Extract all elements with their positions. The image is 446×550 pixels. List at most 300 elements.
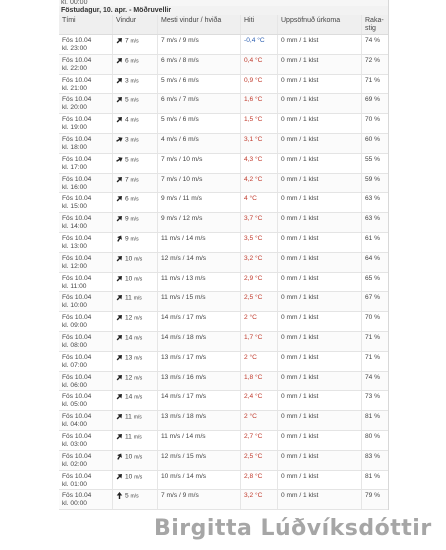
- wind-unit: m/s: [134, 256, 143, 263]
- row-rain: 0 mm / 1 klst: [278, 253, 362, 272]
- row-temp: 3,1 °C: [241, 134, 278, 153]
- row-date: Fös 10.04: [62, 294, 92, 302]
- table-row: [59, 292, 388, 312]
- table-row: [59, 55, 388, 75]
- row-rain: 0 mm / 1 klst: [278, 94, 362, 113]
- wind-direction-arrow-icon: [116, 215, 123, 222]
- row-time: [59, 154, 113, 173]
- wind-speed: 7: [125, 175, 129, 183]
- row-time: [59, 55, 113, 74]
- wind-speed: 10: [125, 472, 133, 480]
- row-temp: 2 °C: [241, 352, 278, 371]
- wind-unit: m/s: [130, 97, 139, 104]
- row-hour: kl. 10:00: [62, 302, 87, 310]
- row-wind: [113, 352, 158, 371]
- row-date: Fös 10.04: [62, 413, 92, 421]
- row-rain: 0 mm / 1 klst: [278, 312, 362, 331]
- row-humidity: 71 %: [365, 353, 381, 361]
- table-row: [59, 391, 388, 411]
- table-row: [59, 451, 388, 471]
- header-humidity-line1: Raka-: [365, 17, 384, 24]
- table-row: [59, 154, 388, 174]
- wind-unit: m/s: [134, 315, 143, 322]
- row-gust: 11 m/s / 14 m/s: [158, 233, 241, 252]
- row-humidity: 81 %: [365, 413, 381, 421]
- header-humidity: [362, 15, 388, 34]
- table-row: [59, 490, 388, 510]
- row-hour: kl. 06:00: [62, 381, 87, 389]
- wind-speed: 11: [125, 413, 132, 421]
- row-humidity: 65 %: [365, 274, 381, 282]
- row-time: [59, 174, 113, 193]
- row-humidity: 60 %: [365, 135, 381, 143]
- section-title: Föstudagur, 10. apr. - Möðruvellir: [59, 6, 388, 15]
- wind-speed: 6: [125, 57, 129, 65]
- wind-direction-arrow-icon: [116, 235, 123, 242]
- row-hour: kl. 22:00: [62, 64, 87, 72]
- row-date: Fös 10.04: [62, 37, 92, 44]
- wind-speed: 12: [125, 373, 133, 381]
- row-rain: 0 mm / 1 klst: [278, 292, 362, 311]
- wind-speed: 11: [125, 294, 132, 302]
- weather-table: [59, 0, 389, 510]
- row-rain: 0 mm / 1 klst: [278, 471, 362, 490]
- row-humidity: 71 %: [365, 76, 381, 84]
- wind-direction-arrow-icon: [116, 255, 123, 262]
- row-wind: [113, 193, 158, 212]
- wind-unit: m/s: [130, 157, 139, 164]
- row-hour: kl. 05:00: [62, 401, 87, 409]
- row-wind: [113, 332, 158, 351]
- wind-direction-arrow-icon: [116, 294, 123, 301]
- row-date: Fös 10.04: [62, 56, 92, 64]
- wind-direction-arrow-icon: [116, 156, 123, 163]
- row-temp: 4,3 °C: [241, 154, 278, 173]
- wind-speed: 14: [125, 393, 133, 401]
- row-wind: [113, 35, 158, 54]
- row-humidity: 74 %: [365, 37, 381, 44]
- row-time: [59, 273, 113, 292]
- table-row: [59, 431, 388, 451]
- wind-unit: m/s: [130, 236, 139, 243]
- wind-unit: m/s: [130, 117, 139, 124]
- row-gust: 13 m/s / 16 m/s: [158, 372, 241, 391]
- table-row: [59, 193, 388, 213]
- wind-speed: 10: [125, 255, 133, 263]
- row-temp: 3,7 °C: [241, 213, 278, 232]
- row-date: Fös 10.04: [62, 116, 92, 124]
- wind-unit: m/s: [133, 414, 142, 421]
- row-time: [59, 312, 113, 331]
- wind-unit: m/s: [133, 434, 142, 441]
- row-date: Fös 10.04: [62, 314, 92, 322]
- wind-unit: m/s: [130, 196, 139, 203]
- wind-direction-arrow-icon: [116, 492, 123, 499]
- row-date: Fös 10.04: [62, 195, 92, 203]
- row-date: Fös 10.04: [62, 175, 92, 183]
- row-humidity: 61 %: [365, 234, 381, 242]
- row-time: [59, 471, 113, 490]
- row-gust: 4 m/s / 6 m/s: [158, 134, 241, 153]
- wind-unit: m/s: [130, 77, 139, 84]
- wind-unit: m/s: [134, 473, 143, 480]
- row-hour: kl. 21:00: [62, 84, 87, 92]
- row-temp: 1,7 °C: [241, 332, 278, 351]
- row-date: Fös 10.04: [62, 492, 92, 500]
- row-gust: 7 m/s / 10 m/s: [158, 174, 241, 193]
- row-rain: 0 mm / 1 klst: [278, 174, 362, 193]
- row-hour: kl. 19:00: [62, 124, 87, 132]
- row-hour: kl. 02:00: [62, 460, 87, 468]
- table-row: [59, 332, 388, 352]
- row-humidity: 59 %: [365, 175, 381, 183]
- wind-direction-arrow-icon: [116, 116, 123, 123]
- row-temp: 2 °C: [241, 312, 278, 331]
- wind-speed: 13: [125, 354, 133, 361]
- row-humidity: 79 %: [365, 492, 381, 500]
- row-wind: [113, 292, 158, 311]
- wind-speed: 7: [125, 37, 129, 45]
- row-rain: 0 mm / 1 klst: [278, 134, 362, 153]
- wind-unit: m/s: [134, 335, 143, 342]
- row-date: Fös 10.04: [62, 76, 92, 84]
- row-hour: kl. 16:00: [62, 183, 87, 191]
- wind-direction-arrow-icon: [116, 393, 123, 400]
- wind-direction-arrow-icon: [116, 354, 123, 361]
- row-date: Fös 10.04: [62, 96, 92, 104]
- wind-speed: 12: [125, 314, 133, 322]
- row-temp: 3,5 °C: [241, 233, 278, 252]
- row-time: [59, 233, 113, 252]
- wind-direction-arrow-icon: [116, 453, 123, 460]
- row-rain: 0 mm / 1 klst: [278, 213, 362, 232]
- row-hour: kl. 20:00: [62, 104, 87, 112]
- wind-direction-arrow-icon: [116, 334, 123, 341]
- row-rain: 0 mm / 1 klst: [278, 411, 362, 430]
- row-hour: kl. 23:00: [62, 45, 87, 52]
- row-temp: 4 °C: [241, 193, 278, 212]
- row-humidity: 73 %: [365, 393, 381, 401]
- wind-unit: m/s: [130, 137, 139, 144]
- wind-speed: 3: [125, 136, 129, 144]
- previous-day-cutoff: kl. 00:00: [59, 0, 388, 6]
- row-temp: 2,5 °C: [241, 451, 278, 470]
- wind-speed: 4: [125, 116, 129, 124]
- row-hour: kl. 03:00: [62, 440, 87, 448]
- row-time: [59, 134, 113, 153]
- table-row: [59, 213, 388, 233]
- row-wind: [113, 372, 158, 391]
- row-humidity: 81 %: [365, 472, 381, 480]
- row-gust: 7 m/s / 9 m/s: [158, 490, 241, 509]
- row-rain: 0 mm / 1 klst: [278, 75, 362, 94]
- row-gust: 13 m/s / 18 m/s: [158, 411, 241, 430]
- row-wind: [113, 471, 158, 490]
- wind-direction-arrow-icon: [116, 136, 123, 143]
- row-wind: [113, 451, 158, 470]
- row-rain: 0 mm / 1 klst: [278, 352, 362, 371]
- row-wind: [113, 312, 158, 331]
- row-temp: 4,2 °C: [241, 174, 278, 193]
- table-body: [59, 35, 388, 510]
- table-row: [59, 312, 388, 332]
- wind-speed: 6: [125, 195, 129, 203]
- row-time: [59, 292, 113, 311]
- row-time: [59, 35, 113, 54]
- row-time: [59, 213, 113, 232]
- table-row: [59, 174, 388, 194]
- wind-direction-arrow-icon: [116, 314, 123, 321]
- wind-direction-arrow-icon: [116, 77, 123, 84]
- row-wind: [113, 55, 158, 74]
- row-wind: [113, 213, 158, 232]
- row-wind: [113, 75, 158, 94]
- header-temp: Hiti: [241, 15, 278, 34]
- row-rain: 0 mm / 1 klst: [278, 431, 362, 450]
- header-rain: Uppsöfnuð úrkoma: [278, 15, 362, 34]
- row-date: Fös 10.04: [62, 472, 92, 480]
- row-gust: 6 m/s / 8 m/s: [158, 55, 241, 74]
- row-date: Fös 10.04: [62, 393, 92, 401]
- wind-speed: 5: [125, 96, 129, 104]
- row-time: [59, 332, 113, 351]
- row-time: [59, 451, 113, 470]
- row-humidity: 80 %: [365, 432, 381, 440]
- row-rain: 0 mm / 1 klst: [278, 490, 362, 509]
- row-time: [59, 193, 113, 212]
- row-temp: 1,6 °C: [241, 94, 278, 113]
- row-gust: 7 m/s / 10 m/s: [158, 154, 241, 173]
- wind-direction-arrow-icon: [116, 57, 123, 64]
- row-hour: kl. 04:00: [62, 421, 87, 429]
- wind-speed: 5: [125, 156, 129, 164]
- row-temp: 1,5 °C: [241, 114, 278, 133]
- row-humidity: 72 %: [365, 56, 381, 64]
- table-row: [59, 253, 388, 273]
- wind-unit: m/s: [130, 58, 139, 65]
- wind-direction-arrow-icon: [116, 275, 123, 282]
- row-gust: 9 m/s / 11 m/s: [158, 193, 241, 212]
- row-wind: [113, 273, 158, 292]
- row-gust: 12 m/s / 14 m/s: [158, 253, 241, 272]
- row-date: Fös 10.04: [62, 234, 92, 242]
- wind-direction-arrow-icon: [116, 374, 123, 381]
- wind-unit: m/s: [130, 38, 139, 45]
- table-row: [59, 411, 388, 431]
- row-hour: kl. 07:00: [62, 361, 87, 369]
- table-row: [59, 114, 388, 134]
- wind-unit: m/s: [130, 216, 139, 223]
- row-rain: 0 mm / 1 klst: [278, 114, 362, 133]
- row-hour: kl. 14:00: [62, 223, 87, 231]
- wind-unit: m/s: [130, 493, 139, 500]
- row-wind: [113, 233, 158, 252]
- wind-unit: m/s: [130, 176, 139, 183]
- row-humidity: 74 %: [365, 373, 381, 381]
- table-row: [59, 134, 388, 154]
- row-rain: 0 mm / 1 klst: [278, 273, 362, 292]
- wind-direction-arrow-icon: [116, 195, 123, 202]
- row-time: [59, 352, 113, 371]
- row-gust: 14 m/s / 17 m/s: [158, 391, 241, 410]
- row-humidity: 70 %: [365, 116, 381, 124]
- row-humidity: 83 %: [365, 452, 381, 460]
- row-time: [59, 490, 113, 509]
- wind-unit: m/s: [134, 275, 143, 282]
- row-rain: 0 mm / 1 klst: [278, 193, 362, 212]
- wind-unit: m/s: [134, 453, 143, 460]
- row-hour: kl. 00:00: [62, 500, 87, 508]
- row-rain: 0 mm / 1 klst: [278, 332, 362, 351]
- row-time: [59, 253, 113, 272]
- row-temp: 2,8 °C: [241, 471, 278, 490]
- row-rain: 0 mm / 1 klst: [278, 35, 362, 54]
- wind-unit: m/s: [134, 355, 143, 361]
- row-humidity: 55 %: [365, 155, 381, 163]
- table-row: [59, 233, 388, 253]
- row-date: Fös 10.04: [62, 333, 92, 341]
- row-gust: 5 m/s / 6 m/s: [158, 114, 241, 133]
- row-rain: 0 mm / 1 klst: [278, 154, 362, 173]
- wind-unit: m/s: [134, 394, 143, 401]
- row-date: Fös 10.04: [62, 373, 92, 381]
- row-rain: 0 mm / 1 klst: [278, 233, 362, 252]
- row-humidity: 71 %: [365, 333, 381, 341]
- table-row: [59, 352, 388, 372]
- row-temp: 2,4 °C: [241, 391, 278, 410]
- row-wind: [113, 431, 158, 450]
- row-hour: kl. 09:00: [62, 322, 87, 330]
- row-gust: 13 m/s / 17 m/s: [158, 352, 241, 371]
- wind-speed: 11: [125, 433, 132, 441]
- row-wind: [113, 253, 158, 272]
- row-humidity: 70 %: [365, 314, 381, 322]
- table-row: [59, 372, 388, 392]
- wind-speed: 3: [125, 76, 129, 84]
- table-row: [59, 75, 388, 95]
- row-gust: 7 m/s / 9 m/s: [158, 35, 241, 54]
- wind-unit: m/s: [134, 374, 143, 381]
- row-wind: [113, 94, 158, 113]
- row-gust: 9 m/s / 12 m/s: [158, 213, 241, 232]
- row-date: Fös 10.04: [62, 432, 92, 440]
- row-gust: 5 m/s / 6 m/s: [158, 75, 241, 94]
- row-temp: 2 °C: [241, 411, 278, 430]
- row-time: [59, 411, 113, 430]
- header-time: Tími: [59, 15, 113, 34]
- row-hour: kl. 15:00: [62, 203, 87, 211]
- row-hour: kl. 11:00: [62, 282, 87, 290]
- row-rain: 0 mm / 1 klst: [278, 55, 362, 74]
- row-temp: 2,9 °C: [241, 273, 278, 292]
- wind-speed: 14: [125, 334, 133, 342]
- wind-speed: 9: [125, 215, 129, 223]
- row-temp: -0,4 °C: [241, 35, 278, 54]
- row-wind: [113, 411, 158, 430]
- row-date: Fös 10.04: [62, 353, 92, 361]
- row-temp: 2,7 °C: [241, 431, 278, 450]
- table-row: [59, 35, 388, 55]
- row-time: [59, 391, 113, 410]
- row-temp: 1,8 °C: [241, 372, 278, 391]
- row-temp: 3,2 °C: [241, 253, 278, 272]
- row-temp: 3,2 °C: [241, 490, 278, 509]
- row-humidity: 63 %: [365, 195, 381, 203]
- row-temp: 2,5 °C: [241, 292, 278, 311]
- row-date: Fös 10.04: [62, 155, 92, 163]
- wind-direction-arrow-icon: [116, 37, 123, 44]
- table-header: [59, 15, 388, 35]
- row-wind: [113, 490, 158, 509]
- table-row: [59, 471, 388, 491]
- wind-direction-arrow-icon: [116, 413, 123, 420]
- row-time: [59, 372, 113, 391]
- wind-speed: 5: [125, 492, 129, 500]
- row-wind: [113, 134, 158, 153]
- row-temp: 0,4 °C: [241, 55, 278, 74]
- wind-direction-arrow-icon: [116, 176, 123, 183]
- row-humidity: 69 %: [365, 96, 381, 104]
- row-rain: 0 mm / 1 klst: [278, 391, 362, 410]
- row-rain: 0 mm / 1 klst: [278, 451, 362, 470]
- row-gust: 12 m/s / 15 m/s: [158, 451, 241, 470]
- row-gust: 11 m/s / 15 m/s: [158, 292, 241, 311]
- row-hour: kl. 08:00: [62, 341, 87, 349]
- row-wind: [113, 154, 158, 173]
- row-humidity: 67 %: [365, 294, 381, 302]
- wind-speed: 10: [125, 452, 133, 460]
- row-time: [59, 94, 113, 113]
- wind-unit: m/s: [133, 295, 142, 302]
- row-gust: 10 m/s / 14 m/s: [158, 471, 241, 490]
- wind-direction-arrow-icon: [116, 473, 123, 480]
- header-wind: Vindur: [113, 15, 158, 34]
- row-gust: 11 m/s / 13 m/s: [158, 273, 241, 292]
- row-date: Fös 10.04: [62, 254, 92, 262]
- table-row: [59, 94, 388, 114]
- row-gust: 11 m/s / 14 m/s: [158, 431, 241, 450]
- row-temp: 0,9 °C: [241, 75, 278, 94]
- row-date: Fös 10.04: [62, 274, 92, 282]
- wind-direction-arrow-icon: [116, 96, 123, 103]
- row-wind: [113, 114, 158, 133]
- row-hour: kl. 18:00: [62, 143, 87, 151]
- row-humidity: 64 %: [365, 254, 381, 262]
- wind-direction-arrow-icon: [116, 433, 123, 440]
- row-gust: 14 m/s / 17 m/s: [158, 312, 241, 331]
- row-wind: [113, 174, 158, 193]
- row-wind: [113, 391, 158, 410]
- row-rain: 0 mm / 1 klst: [278, 372, 362, 391]
- row-hour: kl. 01:00: [62, 480, 87, 488]
- header-gust: Mesti vindur / hviða: [158, 15, 241, 34]
- row-date: Fös 10.04: [62, 135, 92, 143]
- row-time: [59, 75, 113, 94]
- row-time: [59, 114, 113, 133]
- wind-speed: 10: [125, 274, 133, 282]
- row-hour: kl. 17:00: [62, 163, 87, 171]
- row-gust: 6 m/s / 7 m/s: [158, 94, 241, 113]
- row-hour: kl. 13:00: [62, 242, 87, 250]
- row-time: [59, 431, 113, 450]
- wind-speed: 9: [125, 235, 129, 243]
- row-gust: 14 m/s / 18 m/s: [158, 332, 241, 351]
- row-date: Fös 10.04: [62, 452, 92, 460]
- watermark: Birgitta Lúðvíksdóttir: [154, 516, 432, 541]
- header-humidity-line2: stig: [365, 25, 376, 32]
- table-row: [59, 273, 388, 293]
- row-hour: kl. 12:00: [62, 262, 87, 270]
